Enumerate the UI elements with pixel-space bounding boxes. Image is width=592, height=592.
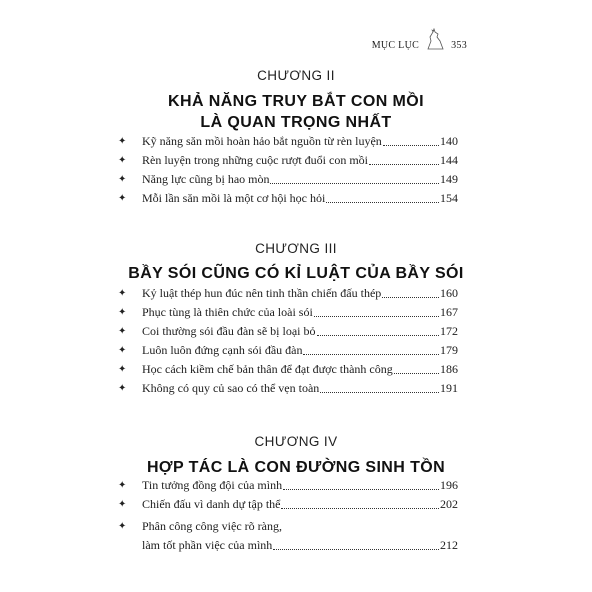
entry-title: Không có quy củ sao có thể vẹn toàn [142,381,320,395]
entry-title-line1: Phân công công việc rõ ràng, [142,519,282,533]
chapter-iii-heading [128,241,464,283]
toc-entry[interactable] [118,303,458,322]
toc-entry[interactable] [118,151,458,170]
four-point-star-icon: ✦ [118,288,127,299]
entry-page: 154 [440,191,458,205]
toc-entry[interactable] [118,284,458,303]
entry-body [142,517,458,555]
toc-entry[interactable] [118,189,458,208]
chapter-title-line: KHẢ NĂNG TRUY BẮT CON MỒI [168,93,424,110]
entry-page: 179 [440,343,458,357]
leader-dots [283,489,439,490]
four-point-star-icon: ✦ [118,193,127,204]
leader-dots [394,373,439,374]
toc-entry[interactable] [118,170,458,189]
chapter-iv-entries [118,476,458,555]
entry-title-line2: làm tốt phần việc của mình [142,538,273,552]
four-point-star-icon: ✦ [118,383,127,394]
toc-entry[interactable] [118,322,458,341]
entry-page: 160 [440,286,458,300]
entry-line2 [142,536,458,555]
header-title: MỤC LỤC [371,40,420,51]
howling-wolf-icon [425,28,447,50]
entry-title: Mỗi lần săn mồi là một cơ hội học hỏi [142,191,326,205]
leader-dots [270,183,439,184]
leader-dots [273,549,439,550]
four-point-star-icon: ✦ [118,499,127,510]
chapter-label: CHƯƠNG IV [254,434,338,449]
entry-page: 202 [440,497,458,511]
chapter-ii-heading [128,68,464,132]
entry-title: Rèn luyện trong những cuộc rượt đuổi con mồi [142,153,368,167]
chapter-title-line: BẦY SÓI CŨNG CÓ KỈ LUẬT CỦA BẦY SÓI [128,265,464,282]
four-point-star-icon: ✦ [118,326,127,337]
leader-dots [281,508,439,509]
entry-title: Năng lực cũng bị hao mòn [142,172,270,186]
chapter-ii-entries [118,132,458,208]
leader-dots [317,335,439,336]
entry-page: 191 [440,381,458,395]
entry-title: Luôn luôn đứng cạnh sói đầu đàn [142,343,303,357]
entry-page: 149 [440,172,458,186]
toc-entry[interactable] [118,379,458,398]
leader-dots [382,297,439,298]
leader-dots [303,354,439,355]
entry-title: Phục tùng là thiên chức của loài sói [142,305,313,319]
entry-page: 144 [440,153,458,167]
four-point-star-icon: ✦ [118,345,127,356]
entry-page: 140 [440,134,458,148]
toc-entry[interactable] [118,360,458,379]
toc-entry[interactable] [118,495,458,514]
toc-entry[interactable] [118,517,458,555]
four-point-star-icon: ✦ [118,155,127,166]
chapter-iii-entries [118,284,458,398]
entry-page: 196 [440,478,458,492]
entry-page: 186 [440,362,458,376]
four-point-star-icon: ✦ [118,136,127,147]
leader-dots [314,316,439,317]
entry-page: 167 [440,305,458,319]
entry-page: 172 [440,324,458,338]
entry-title: Học cách kiềm chế bản thân để đạt được thành công [142,362,393,376]
chapter-label: CHƯƠNG III [255,241,337,256]
running-header [370,40,467,51]
toc-entry[interactable] [118,132,458,151]
entry-title: Tin tưởng đồng đội của mình [142,478,283,492]
entry-title: Kỹ năng săn mồi hoàn hảo bắt nguồn từ rèn luyện [142,134,382,148]
leader-dots [320,392,439,393]
entry-title: Coi thường sói đầu đàn sẽ bị loại bỏ [142,324,316,338]
chapter-title-line: HỢP TÁC LÀ CON ĐƯỜNG SINH TỒN [146,459,446,476]
leader-dots [383,145,439,146]
entry-title: Kỷ luật thép hun đúc nên tinh thần chiến đấu thép [142,286,382,300]
chapter-iv-heading [128,434,464,477]
chapter-label: CHƯƠNG II [257,68,335,83]
toc-entry[interactable] [118,341,458,360]
leader-dots [369,164,439,165]
four-point-star-icon: ✦ [118,521,127,532]
entry-title: Chiến đấu vì danh dự tập thể [142,497,281,511]
toc-entry[interactable] [118,476,458,495]
four-point-star-icon: ✦ [118,480,127,491]
entry-page: 212 [440,538,458,552]
page-number: 353 [451,40,467,51]
four-point-star-icon: ✦ [118,174,127,185]
four-point-star-icon: ✦ [118,307,127,318]
chapter-title-line: LÀ QUAN TRỌNG NHẤT [200,114,392,131]
leader-dots [326,202,439,203]
four-point-star-icon: ✦ [118,364,127,375]
